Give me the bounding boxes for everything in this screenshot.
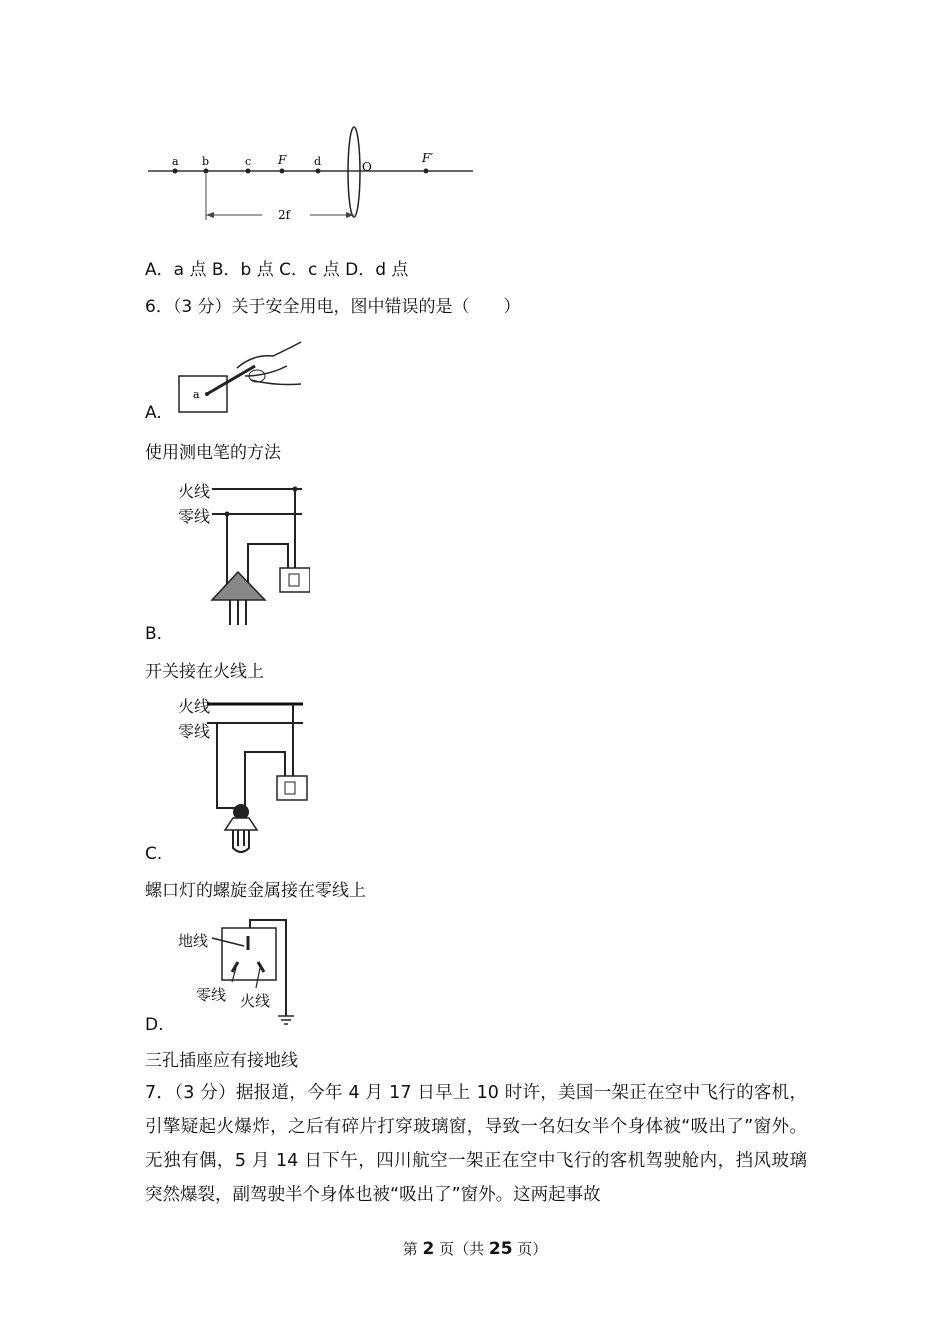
- lens-diagram: [140, 120, 480, 230]
- option-d-neutral-label: 零线: [196, 986, 227, 1004]
- q5-options: A．a 点 B．b 点 C．c 点 D．d 点: [145, 260, 409, 280]
- q6-stem: 6．（3 分）关于安全用电，图中错误的是（ ）: [145, 297, 521, 317]
- option-b-caption: 开关接在火线上: [145, 662, 264, 682]
- option-b-neutral-label: 零线: [178, 507, 211, 526]
- point-o-label: O: [362, 160, 372, 174]
- test-pen-figure: [175, 336, 310, 416]
- option-b-circuit-figure: [210, 480, 310, 640]
- option-d-ground-label: 地线: [178, 932, 209, 950]
- option-c-caption: 螺口灯的螺旋金属接在零线上: [145, 881, 366, 901]
- option-a-caption: 使用测电笔的方法: [145, 443, 281, 463]
- q7-text: 7．（3 分）据报道，今年 4 月 17 日早上 10 时许，美国一架正在空中飞行的客机，引擎疑起火爆炸，之后有碎片打穿玻璃窗，导致一名妇女半个身体被“吸出了”窗外。无独有偶，5 月 14 日下午，四川航空一架正在空中飞行的客机驾驶舱内，挡风玻璃突然爆裂，副驾驶半个身体也被“吸出了”窗外。这两起事故: [145, 1083, 807, 1205]
- option-d-socket-figure: [210, 916, 300, 1031]
- page-footer: 第 2 页（共 25 页）: [402, 1239, 548, 1259]
- total-pages-number: 25: [488, 1239, 513, 1259]
- option-d-live-label: 火线: [240, 992, 271, 1010]
- option-c-neutral-label: 零线: [178, 722, 211, 741]
- point-a-label: a: [172, 155, 179, 168]
- point-f-label: F: [278, 153, 287, 167]
- option-c-circuit-figure: [205, 696, 310, 861]
- point-f-prime-label: F′: [422, 151, 434, 165]
- option-a-letter: A.: [145, 403, 162, 423]
- point-c-label: c: [245, 155, 252, 168]
- current-page-number: 2: [422, 1239, 435, 1259]
- dimension-2f-label: 2f: [278, 208, 291, 222]
- option-d-caption: 三孔插座应有接地线: [145, 1051, 298, 1071]
- svg-text:a: a: [193, 388, 200, 401]
- option-d-letter: D.: [145, 1015, 164, 1035]
- convex-lens: [348, 127, 360, 217]
- point-b-label: b: [202, 155, 210, 168]
- option-c-live-label: 火线: [178, 697, 211, 716]
- point-d-label: d: [314, 155, 322, 168]
- option-b-letter: B.: [145, 624, 163, 644]
- option-c-letter: C.: [145, 844, 163, 864]
- option-b-live-label: 火线: [178, 482, 211, 501]
